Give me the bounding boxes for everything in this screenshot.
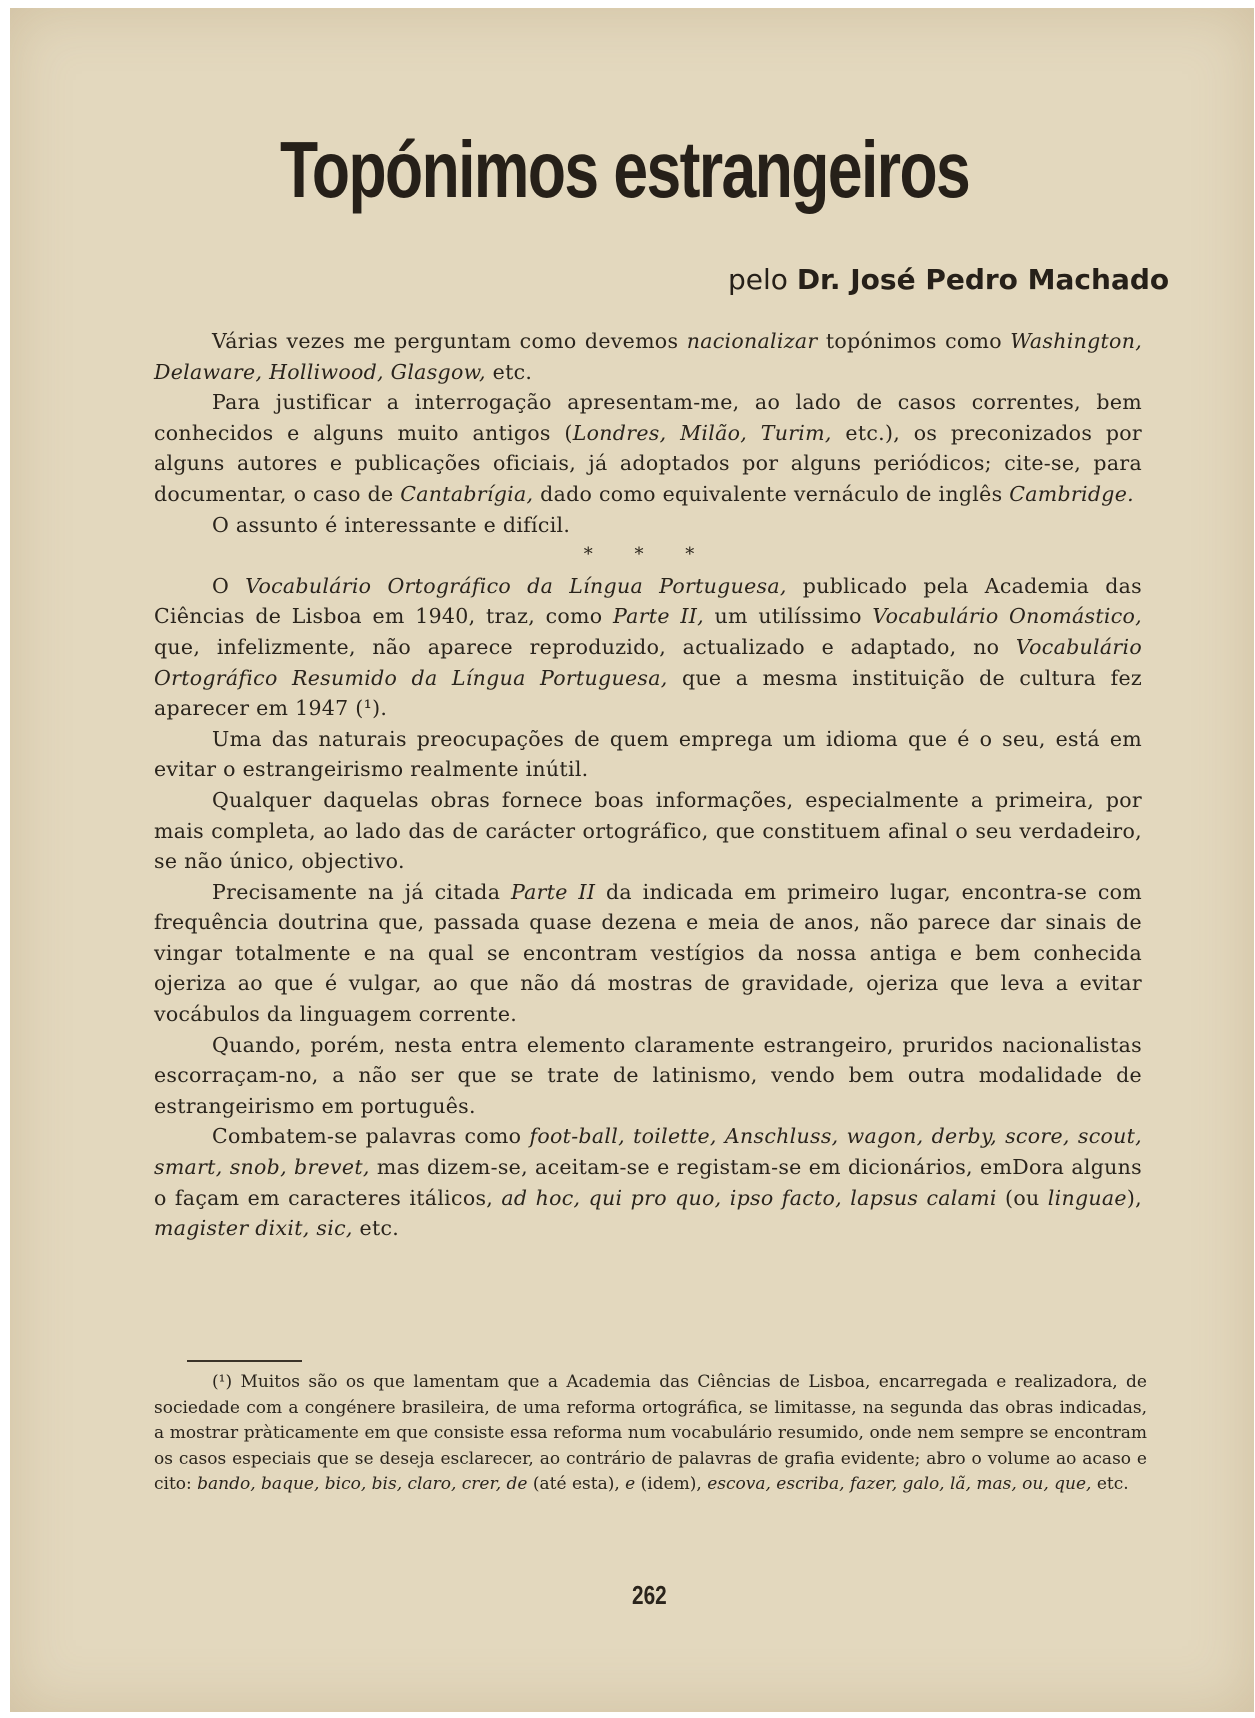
italic-run: magister dixit, sic, [154,1216,353,1241]
text-run: ), [1126,1185,1142,1210]
text-run: topónimos como [817,329,1011,353]
text-run: O [212,573,246,598]
italic-run: Londres, Milão, Turim, [572,420,832,445]
italic-run: ad hoc, qui pro quo, ipso facto, lapsus calami [501,1185,997,1210]
text-run: Qualquer daquelas obras fornece boas informações, especialmente a primeira, por mais completa, ao lado das de carácter ortográfico, que constituem afinal o seu verdadeiro, se não único, objectivo. [154,787,1142,874]
italic-run: Vocabulário Onomástico, [872,604,1142,629]
page-sheet [10,8,1254,1712]
italic-run: Cambridge. [1009,481,1134,506]
intro-paragraph [154,510,1142,541]
author-prefix: pelo [728,263,797,296]
italic-run: foot-ball, toilette, Anschluss, wagon, derby, score, scout, smart, snob, brevet, [154,1124,1142,1180]
italic-run: Parte II [510,879,596,904]
footnote [154,1370,1147,1498]
article-title: Topónimos estrangeiros [280,125,970,214]
body-paragraph [154,877,1142,1030]
italic-run: Washington, Delaware, Holliwood, Glasgow, [154,329,1143,384]
text-run: da indicada em primeiro lugar, encontra-se com frequência doutrina que, passada quase dezena e meia de anos, não parece dar sinais de vingar totalmente e na qual se encontram vestígios da nossa antiga e bem conhecida ojeriza ao que é vulgar, ao que não dá mostras de gravidade, ojeriza que leva a evitar vocábulos da linguagem corrente. [154,879,1142,1027]
text-run: Quando, porém, nesta entra elemento claramente estrangeiro, pruridos nacionalistas escorraçam-no, a não ser que se trate de latinismo, vendo bem outra modalidade de estrangeirismo em português. [154,1032,1142,1118]
text-run: (até esta), [527,1474,626,1494]
text-run: que a mesma instituição de cultura fez aparecer em 1947 (¹). [154,665,1142,721]
text-run: (ou [996,1185,1048,1210]
italic-run: escova, escriba, fazer, galo, lã, mas, ou, que, [707,1474,1092,1494]
footnote-rule [187,1360,302,1362]
italic-run: linguae [1047,1185,1127,1210]
intro-paragraph [154,387,1142,509]
section-separator: * * * [583,544,713,566]
text-run: Várias vezes me perguntam como devemos [212,329,687,353]
text-run: etc. [1091,1474,1129,1494]
text-run: Uma das naturais preocupações de quem emprega um idioma que é o seu, está em evitar o estrangeirismo realmente inútil. [154,726,1142,782]
body-paragraph [154,724,1142,785]
text-run: O assunto é interessante e difícil. [212,512,571,537]
body-paragraph [154,1030,1142,1122]
italic-run: e [625,1474,636,1494]
text-run: mas dizem-se, aceitam-se e registam-se em dicionários, emDora alguns o façam em caracteres itálicos, [154,1155,1142,1210]
italic-run: nacionalizar [686,329,818,353]
italic-run: Cantabrígia, [400,481,534,506]
article-body [154,326,1142,1244]
text-run: dado como equivalente vernáculo de inglês [533,481,1010,506]
intro-paragraph [154,326,1142,387]
author-name: Dr. José Pedro Machado [796,263,1170,296]
text-run: que, infelizmente, não aparece reproduzido, actualizado e adaptado, no [154,634,1016,659]
text-run: Precisamente na já citada [212,879,511,904]
body-paragraph [154,1121,1142,1243]
text-run: (idem), [635,1474,708,1494]
text-run: etc. [352,1216,400,1241]
page-number: 262 [632,1580,667,1610]
italic-run: Vocabulário Ortográfico da Língua Portuguesa, [245,573,787,598]
body-paragraph [154,785,1142,877]
text-run: (¹) Muitos são os que lamentam que a Academia das Ciências de Lisboa, encarregada e realizadora, de sociedade com a congénere brasileira, de uma reforma ortográfica, se limitasse, na segunda das obras indicadas, a mostrar pràticamente em que consiste essa reforma num vocabulário resumido, onde nem sempre se encontram os casos especiais que se deseja esclarecer, ao contrário de palavras de grafia evidente; abro o volume ao acaso e cito: [154,1372,1147,1494]
text-run: Para justificar a interrogação apresentam-me, ao lado de casos correntes, bem conhecidos e alguns muito antigos ( [154,390,1142,445]
text-run: etc.), os preconizados por alguns autores e publicações oficiais, já adoptados por alguns periódicos; cite-se, para documentar, o caso de [154,420,1142,506]
italic-run: Parte II, [613,604,704,629]
body-paragraph [154,571,1142,724]
footnote-text [154,1370,1147,1498]
article-author [728,263,1169,296]
text-run: publicado pela Academia das Ciências de Lisboa em 1940, traz, como [154,573,1142,629]
text-run: um utilíssimo [703,604,873,629]
text-run: Combatem-se palavras como [212,1124,530,1149]
italic-run: Vocabulário Ortográfico Resumido da Língua Portuguesa, [154,634,1142,690]
italic-run: bando, baque, bico, bis, claro, crer, de [197,1474,528,1494]
text-run: etc. [485,359,533,384]
